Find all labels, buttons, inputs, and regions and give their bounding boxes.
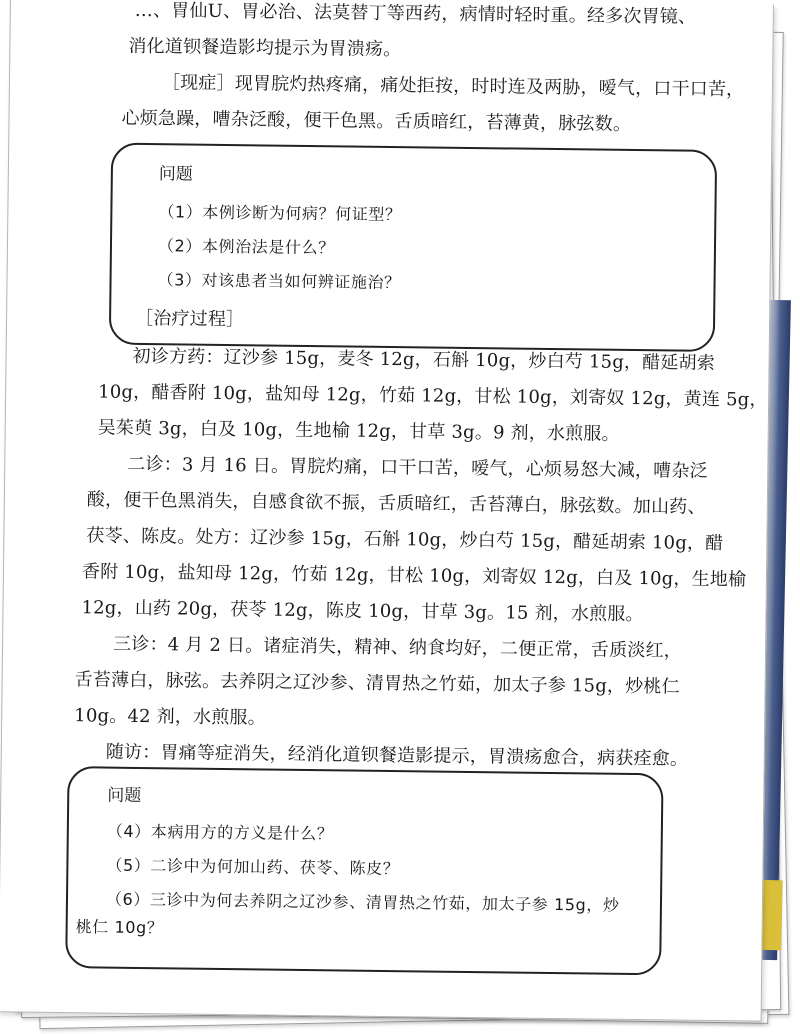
question-item: （6）三诊中为何去养阴之辽沙参、清胃热之竹茹，加太子参 15g，炒: [105, 889, 620, 915]
case-text-line: 消化道钡餐造影均提示为胃溃疡。: [128, 35, 402, 61]
follow-up-line: 随访：胃痛等症消失，经消化道钡餐造影提示，胃溃疡愈合，病获痊愈。: [105, 741, 689, 770]
case-text-line: …、胃仙U、胃必治、法莫替丁等西药，病情时轻时重。经多次胃镜、: [134, 0, 697, 28]
treatment-heading: ［治疗过程］: [134, 307, 245, 331]
treatment-line: 香附 10g，盐知母 12g，竹茹 12g，甘松 10g，刘寄奴 12g，白及 10g，生地榆: [81, 561, 747, 591]
treatment-line: 三诊：4 月 2 日。诸症消失，精神、纳食均好，二便正常，舌质淡红，: [112, 633, 683, 662]
treatment-line: 舌苔薄白，脉弦。去养阴之辽沙参、清胃热之竹茹，加太子参 15g，炒桃仁: [74, 669, 680, 698]
question-box-title: 问题: [107, 785, 142, 806]
question-box-title: 问题: [158, 164, 193, 185]
case-text-line: 心烦急躁，嘈杂泛酸，便干色黑。舌质暗红，苔薄黄，脉弦数。: [121, 107, 632, 135]
treatment-line: 茯苓、陈皮。处方：辽沙参 15g，石斛 10g，炒白芍 15g，醋延胡索 10g，醋: [86, 525, 724, 555]
treatment-line: 酸，便干色黑消失，自感食欲不振，舌质暗红，舌苔薄白，脉弦数。加山药、: [86, 489, 706, 518]
treatment-line: 10g。42 剂，水煎服。: [74, 705, 267, 729]
question-item: （1）本例诊断为何病？何证型？: [158, 202, 402, 225]
treatment-line: 10g，醋香附 10g，盐知母 12g，竹茹 12g，甘松 10g，刘寄奴 12g，黄连 5g，: [98, 381, 768, 411]
question-item: （3）对该患者当如何辨证施治？: [157, 270, 401, 293]
question-item: （4）本病用方的方义是什么？: [106, 821, 334, 844]
treatment-line: 12g，山药 20g，茯苓 12g，陈皮 10g，甘草 3g。15 剂，水煎服。: [81, 597, 644, 626]
treatment-line: 初诊方药：辽沙参 15g，麦冬 12g，石斛 10g，炒白芍 15g，醋延胡索: [132, 345, 716, 374]
question-box: [65, 766, 663, 975]
treatment-line: 吴茱萸 3g，白及 10g，生地榆 12g，甘草 3g。9 剂，水煎服。: [97, 417, 620, 445]
present-symptoms-line: ［现症］现胃脘灼热疼痛，痛处拒按，时时连及两胁，嗳气，口干口苦，: [161, 72, 745, 101]
question-item: 桃仁 10g？: [75, 917, 164, 938]
question-item: （5）二诊中为何加山药、茯苓、陈皮？: [106, 855, 400, 879]
question-item: （2）本例治法是什么？: [157, 236, 335, 258]
treatment-line: 二诊：3 月 16 日。胃脘灼痛，口干口苦，嗳气，心烦易怒大减，嘈杂泛: [127, 453, 708, 482]
